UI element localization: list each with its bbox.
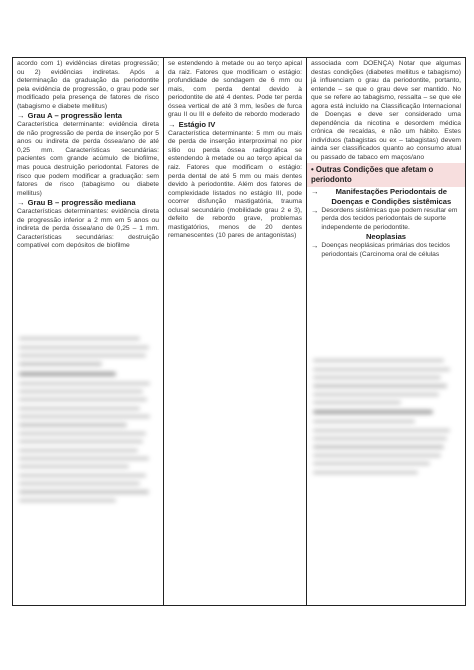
arrow-icon: → bbox=[17, 111, 25, 121]
arrow-icon: → bbox=[311, 241, 319, 251]
neoplasias-heading: Neoplasias bbox=[365, 232, 407, 242]
stage-iv-heading: → Estágio IV bbox=[168, 119, 216, 129]
grade-b-heading: → Grau B – progressão mediana bbox=[17, 198, 136, 208]
highlight-heading: • Outras Condições que afetam o periodonto bbox=[307, 163, 465, 187]
col1-paragraph: acordo com 1) evidências diretas progressão; ou 2) evidências indiretas. Após a determinação da graduação da periodontite pela evidência de progressão, o grau pode ser modificado pela presença de fatores de risco (tabagismo e diabete mellitus) bbox=[17, 60, 159, 110]
grade-b-text: Características determinantes: evidência direta de progressão inferior a 2 mm em 5 anos ou indireta de perda óssea/ano de 0,25 – 1 mm. Características secundárias: destruição compatível com depósitos de biofilme bbox=[17, 208, 159, 250]
arrow-icon: → bbox=[311, 186, 319, 196]
col3-paragraph: associada com DOENÇA) Notar que algumas destas condições (diabetes mellitus e tabagismo) já influenciam o grau da periodontite, portanto, entende – se que o grau deve ser mantido. No que se refere ao tabagismo, ressalta – se que ele agora está incluído na Classificação Internacional de Doenças e deve ser considerado uma dependência da nicotina e desordem médica crônica de recaídas, e não um hábito. Estes indivíduos (tabagistas ou ex – tabagistas) devem ainda ser classificados quanto ao consumo atual ou passado de tabaco em maços/ano bbox=[311, 60, 461, 162]
manifestations-item: → Desordens sistêmicas que podem resultar em perda dos tecidos periodontais de suporte independente de periodontite. bbox=[311, 205, 458, 231]
arrow-icon: → bbox=[17, 198, 25, 208]
col2-paragraph: se estendendo à metade ou ao terço apical da raiz. Fatores que modificam o estágio: profundidade de sondagem de 6 mm ou mais, com perda dental devido à periodontite de até 4 dentes. Pode ter perda óssea vertical de até 3 mm, lesões de furca grau II ou III e defeito de rebordo moderado bbox=[168, 60, 302, 119]
neoplasias-item: → Doenças neoplásicas primárias dos tecidos periodontais (Carcinoma oral de células bbox=[311, 241, 451, 258]
column-3 bbox=[307, 58, 465, 605]
grade-a-text: Característica determinante: evidência direta de não progressão de perda de inserção por 5 anos ou indireta de perda óssea/ano de até 0,25 mm. Características secundárias: pacientes com grande acúmulo de biofilme, mas pouca destruição periodontal. Fatores de risco que podem modificar a graduação: sem fatores de risco (tabagismo ou diabete mellitus) bbox=[17, 121, 159, 197]
arrow-icon: → bbox=[311, 205, 319, 215]
column-2 bbox=[164, 58, 307, 605]
arrow-icon: → bbox=[168, 119, 176, 129]
blurred-content bbox=[13, 332, 163, 507]
stage-iv-text: Característica determinante: 5 mm ou mais de perda de inserção interproximal no pior sítio ou perda óssea radiográfica se estendendo à metade ou ao terço apical da raiz. Fatores que modificam o estágio: perda dental de até 5 mm ou mais dentes devido à periodontite. Além dos fatores de complexidade listados no estágio III, pode ocorrer disfunção mastigatória, trauma oclusal secundário (mobilidade grau 2 e 3), defeito de rebordo grave, problemas mastigatórios, menos de 20 dentes remanescentes (10 pares de antagonistas) bbox=[168, 129, 302, 240]
manifestations-heading: → Manifestações Periodontais de Doenças e Condições sistêmicas bbox=[311, 186, 452, 206]
document-table bbox=[12, 57, 466, 606]
grade-a-heading: → Grau A – progressão lenta bbox=[17, 111, 122, 121]
blurred-content bbox=[307, 354, 465, 479]
column-1 bbox=[13, 58, 164, 605]
bullet-icon: • bbox=[311, 164, 316, 174]
